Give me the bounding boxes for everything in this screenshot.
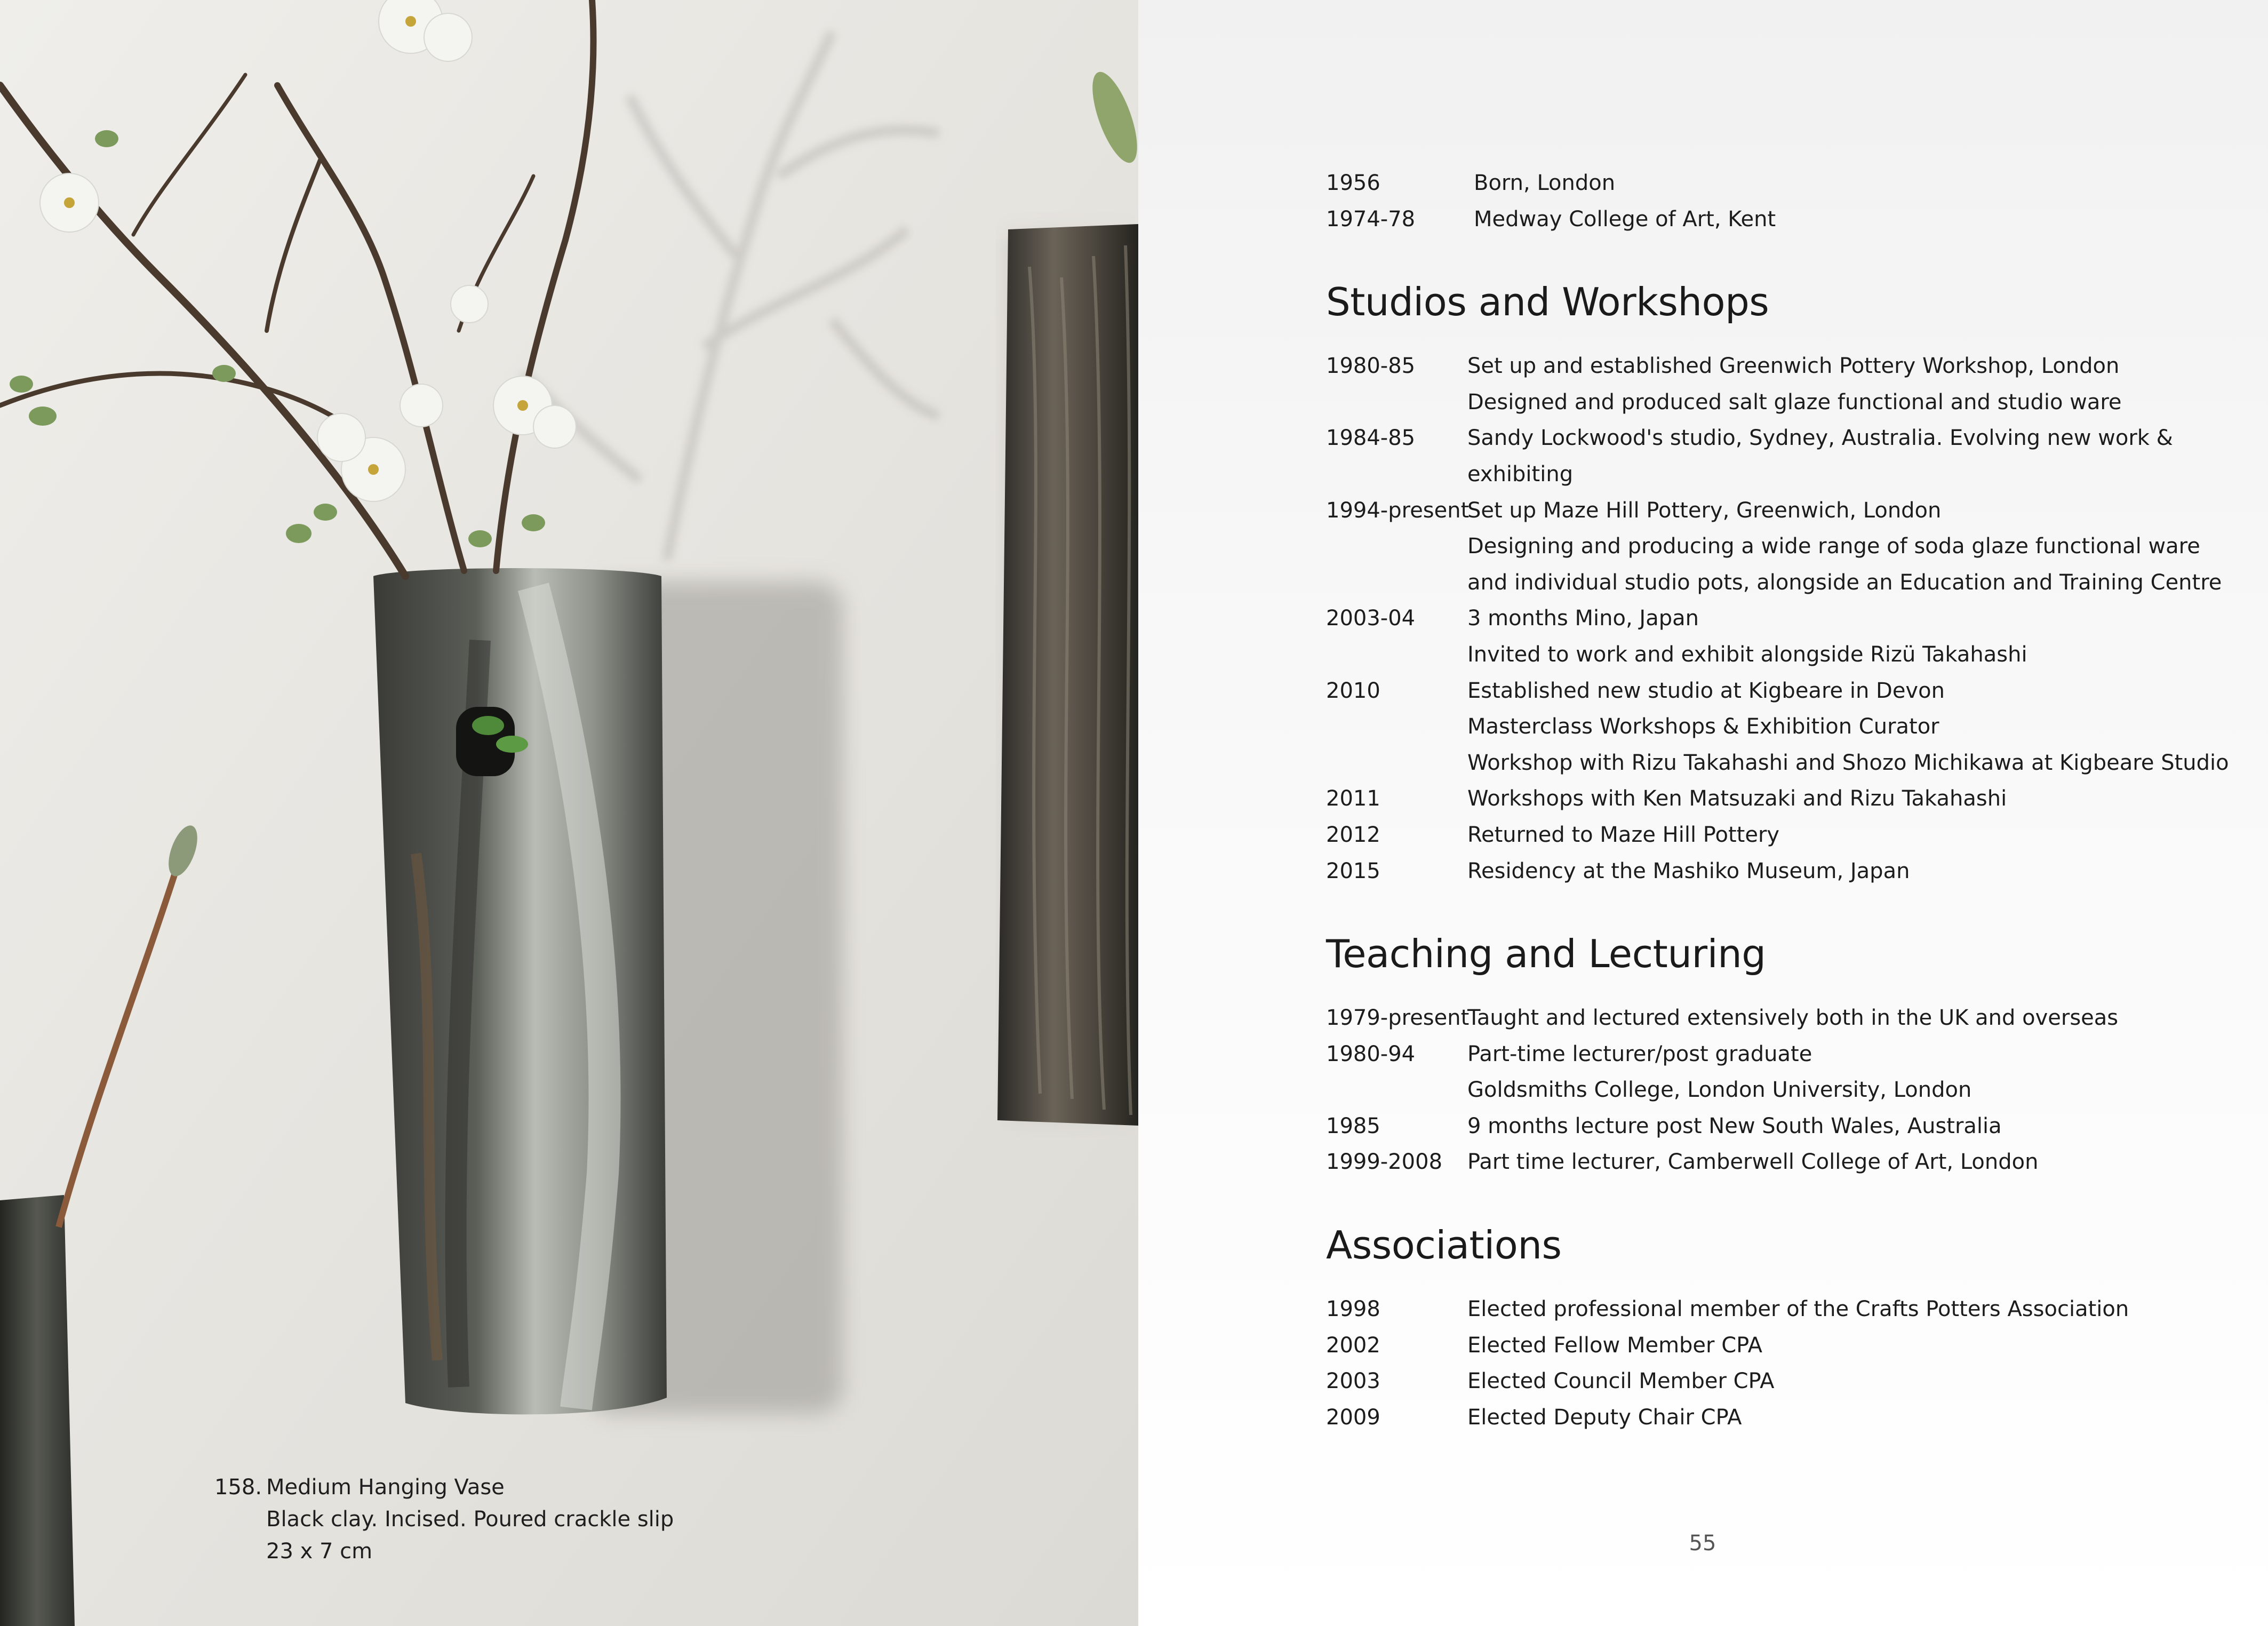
row-text: Elected Council Member CPA [1467, 1369, 1775, 1394]
row-year: 1974-78 [1326, 206, 1416, 232]
table-row [1326, 854, 2243, 890]
row-year: 1994-present [1326, 498, 1470, 523]
row-year: 2011 [1326, 786, 1380, 811]
row-year [1326, 745, 1467, 782]
row-year: 2009 [1326, 1405, 1380, 1430]
row-text: Elected professional member of the Crafts Potters Association [1467, 1297, 2129, 1322]
row-year: 1999-2008 [1326, 1150, 1443, 1175]
biography-row [1326, 202, 2243, 238]
caption-materials: Black clay. Incised. Poured crackle slip [266, 1507, 674, 1532]
table-row [1326, 529, 2243, 565]
table-row [1326, 420, 2243, 457]
photo-caption [214, 1471, 674, 1567]
row-text: Established new studio at Kigbeare in Devon [1467, 678, 1945, 703]
row-year: 1980-85 [1326, 354, 1416, 379]
row-text: Invited to work and exhibit alongside Rizü Takahashi [1467, 642, 2027, 667]
row-text: Workshops with Ken Matsuzaki and Rizu Takahashi [1467, 786, 2007, 811]
row-text: Taught and lectured extensively both in the UK and overseas [1467, 1006, 2119, 1031]
row-text: Set up and established Greenwich Pottery Workshop, London [1467, 354, 2120, 379]
biography-content [1326, 165, 2243, 1436]
table-row [1326, 637, 2243, 673]
table-row [1326, 1144, 2243, 1181]
table-row [1326, 601, 2243, 637]
row-text: 9 months lecture post New South Wales, Australia [1467, 1113, 2002, 1138]
row-year: 2010 [1326, 678, 1380, 703]
page-number: 55 [1689, 1531, 1716, 1556]
table-row [1326, 1109, 2243, 1145]
biography-list [1326, 165, 2243, 237]
row-text: Residency at the Mashiko Museum, Japan [1467, 858, 1910, 883]
section-heading-associations: Associations [1326, 1223, 1562, 1268]
row-year [1326, 457, 1467, 493]
row-text: Elected Fellow Member CPA [1467, 1333, 1763, 1358]
main-vase [373, 568, 667, 1414]
table-row [1326, 781, 2243, 817]
table-row [1326, 1328, 2243, 1364]
row-text: Set up Maze Hill Pottery, Greenwich, London [1467, 498, 1942, 523]
row-year: 2003 [1326, 1369, 1380, 1394]
row-year: 1980-94 [1326, 1041, 1416, 1066]
table-row [1326, 385, 2243, 421]
row-year: 1998 [1326, 1297, 1380, 1322]
table-row [1326, 817, 2243, 854]
table-row [1326, 709, 2243, 745]
table-row [1326, 457, 2243, 493]
table-row [1326, 673, 2243, 710]
row-year: 2015 [1326, 858, 1380, 883]
caption-title: Medium Hanging Vase [266, 1475, 505, 1500]
row-text: Designing and producing a wide range of soda glaze functional ware [1467, 534, 2200, 559]
section-heading-studios: Studios and Workshops [1326, 280, 1769, 325]
row-year [1326, 709, 1467, 745]
row-year: 2002 [1326, 1333, 1380, 1358]
row-text: Medway College of Art, Kent [1474, 206, 1776, 232]
table-row [1326, 1292, 2243, 1328]
table-row [1326, 565, 2243, 601]
row-year [1326, 565, 1467, 601]
row-text: Born, London [1474, 171, 1616, 195]
row-text: Workshop with Rizu Takahashi and Shozo Michikawa at Kigbeare Studio [1467, 750, 2229, 775]
row-text: 3 months Mino, Japan [1467, 606, 1699, 631]
row-text: Designed and produced salt glaze functional and studio ware [1467, 389, 2122, 415]
row-year [1326, 529, 1467, 565]
row-year: 1984-85 [1326, 426, 1416, 451]
table-row [1326, 348, 2243, 385]
row-year: 2003-04 [1326, 606, 1416, 631]
row-year [1326, 637, 1467, 673]
table-row [1326, 1000, 2243, 1037]
far-vase [997, 224, 1138, 1126]
table-row [1326, 493, 2243, 529]
caption-dimensions: 23 x 7 cm [266, 1539, 373, 1564]
row-year: 1985 [1326, 1113, 1380, 1138]
row-text: Goldsmiths College, London University, London [1467, 1078, 1972, 1103]
table-row [1326, 745, 2243, 782]
row-text: Part-time lecturer/post graduate [1467, 1041, 1812, 1066]
row-year [1326, 385, 1467, 421]
row-text: and individual studio pots, alongside an Education and Training Centre [1467, 570, 2222, 595]
row-year [1326, 1072, 1467, 1109]
row-year: 1956 [1326, 171, 1380, 195]
table-row [1326, 1037, 2243, 1073]
row-text: Returned to Maze Hill Pottery [1467, 822, 1780, 847]
row-text: exhibiting [1467, 461, 1574, 487]
caption-number: 158. [214, 1475, 262, 1500]
table-row [1326, 1400, 2243, 1436]
studios-list [1326, 348, 2243, 889]
row-text: Sandy Lockwood's studio, Sydney, Australia. Evolving new work & [1467, 426, 2173, 451]
row-text: Masterclass Workshops & Exhibition Curator [1467, 714, 1939, 739]
row-text: Part time lecturer, Camberwell College of Art, London [1467, 1150, 2039, 1175]
row-year: 1979-present [1326, 1006, 1470, 1031]
text-page [1138, 0, 2268, 1626]
biography-row [1326, 165, 2243, 202]
row-text: Elected Deputy Chair CPA [1467, 1405, 1742, 1430]
table-row [1326, 1364, 2243, 1400]
associations-list [1326, 1292, 2243, 1436]
table-row [1326, 1072, 2243, 1109]
section-heading-teaching: Teaching and Lecturing [1326, 931, 1766, 977]
teaching-list [1326, 1000, 2243, 1181]
row-year: 2012 [1326, 822, 1380, 847]
